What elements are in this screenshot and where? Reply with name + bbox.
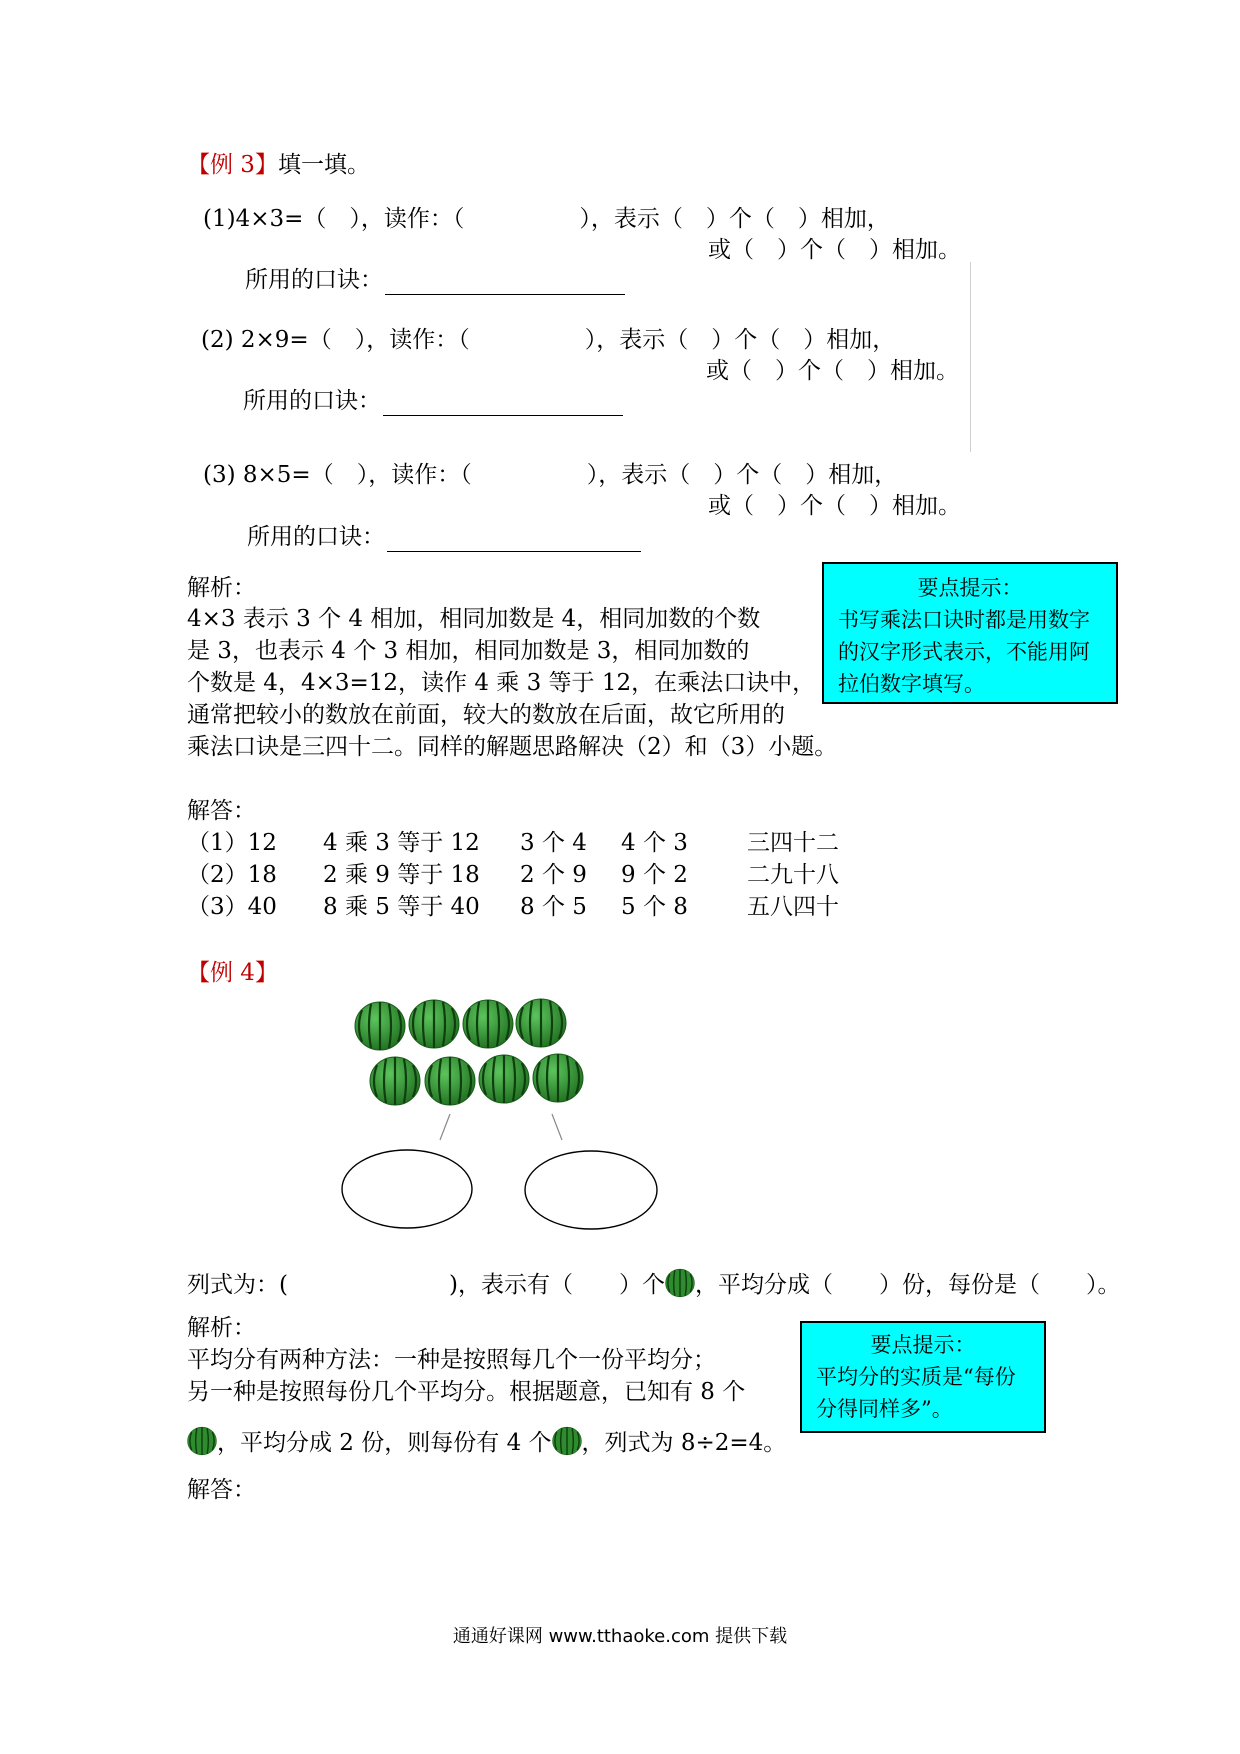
watermelon-icon [355, 1002, 405, 1050]
formula-text: ，平均分成（ ）份，每份是（ ）。 [694, 1272, 1121, 1298]
example-tag: 【例 3】 [187, 152, 278, 178]
answer-cell: 二九十八 [747, 862, 839, 888]
question-1-line2: 或（ ）个（ ）相加。 [708, 237, 961, 263]
analysis-line: 4×3 表示 3 个 4 相加，相同加数是 4，相同加数的个数 [187, 606, 761, 632]
watermelon-icon [665, 1268, 695, 1298]
question-2-koujue [243, 386, 623, 416]
answer-label: 解答： [187, 798, 256, 824]
answer-row [187, 860, 887, 890]
example-title: 填一填。 [277, 152, 370, 178]
watermelon-icon [463, 1000, 513, 1048]
question-3-line2: 或（ ）个（ ）相加。 [708, 493, 961, 519]
watermelon-icon [370, 1057, 420, 1105]
answer-cell: 5 个 8 [621, 894, 688, 920]
answer-row [187, 892, 887, 922]
watermelon-icon [533, 1054, 583, 1102]
watermelon-icon [516, 999, 566, 1047]
answer-cell: 4 乘 3 等于 12 [323, 830, 480, 856]
analysis-text: ，平均分成 2 份，则每份有 4 个 [217, 1430, 552, 1456]
tip-title: 要点提示： [870, 1333, 976, 1357]
koujue-label: 所用的口诀： [247, 524, 385, 550]
koujue-blank[interactable] [387, 529, 641, 552]
divider-line [970, 262, 971, 452]
koujue-label: 所用的口诀： [243, 388, 381, 414]
answer-cell: 3 个 4 [520, 830, 587, 856]
question-1-line1: (1)4×3=（ ），读作：（ ），表示（ ）个（ ）相加， [203, 206, 890, 232]
answer-cell: （1）12 [187, 830, 277, 856]
analysis-line [187, 1426, 786, 1458]
example-3-header [187, 150, 370, 180]
analysis-label: 解析： [187, 575, 256, 601]
arrow-line [440, 1114, 450, 1140]
formula-text: 列式为：( )，表示有（ ）个 [187, 1272, 665, 1298]
answer-cell: 4 个 3 [621, 830, 688, 856]
example-4-tag: 【例 4】 [187, 960, 278, 986]
watermelon-icon [479, 1055, 529, 1103]
tip-title: 要点提示： [917, 576, 1023, 600]
answer-cell: 9 个 2 [621, 862, 688, 888]
analysis-line: 平均分有两种方法：一种是按照每几个一份平均分； [187, 1347, 716, 1373]
group-oval-left [342, 1150, 472, 1228]
tip-line: 平均分的实质是“每份 [816, 1365, 1016, 1389]
tip-line: 拉伯数字填写。 [838, 672, 985, 696]
analysis-line: 通常把较小的数放在前面，较大的数放在后面，故它所用的 [187, 702, 785, 728]
analysis-label: 解析： [187, 1315, 256, 1341]
answer-cell: 五八四十 [747, 894, 839, 920]
analysis-line: 是 3，也表示 4 个 3 相加，相同加数是 3，相同加数的 [187, 638, 750, 664]
question-1-koujue [245, 265, 625, 295]
watermelon-icon [187, 1426, 217, 1456]
watermelon-icon [552, 1426, 582, 1456]
formula-line [187, 1268, 1120, 1300]
question-2-line2: 或（ ）个（ ）相加。 [706, 358, 959, 384]
answer-cell: （2）18 [187, 862, 277, 888]
watermelon-icon [409, 1000, 459, 1048]
analysis-line: 乘法口诀是三四十二。同样的解题思路解决（2）和（3）小题。 [187, 734, 838, 760]
answer-cell: （3）40 [187, 894, 277, 920]
tip-box [822, 562, 1118, 704]
analysis-line: 另一种是按照每份几个平均分。根据题意，已知有 8 个 [187, 1379, 746, 1405]
tip-line: 的汉字形式表示，不能用阿 [838, 640, 1090, 664]
watermelon-icon [425, 1057, 475, 1105]
question-3-line1: (3) 8×5=（ ），读作：（ ），表示（ ）个（ ）相加， [203, 462, 898, 488]
footer-credit: 通通好课网 www.tthaoke.com 提供下载 [452, 1626, 788, 1647]
answer-row [187, 828, 887, 858]
tip-box [800, 1321, 1046, 1433]
koujue-blank[interactable] [383, 393, 623, 416]
analysis-line: 个数是 4，4×3=12，读作 4 乘 3 等于 12，在乘法口诀中， [187, 670, 816, 696]
answer-cell: 三四十二 [747, 830, 839, 856]
question-3-koujue [247, 522, 641, 552]
koujue-blank[interactable] [385, 272, 625, 295]
koujue-label: 所用的口诀： [245, 267, 383, 293]
answer-cell: 2 乘 9 等于 18 [323, 862, 480, 888]
group-oval-right [525, 1151, 657, 1229]
tip-line: 书写乘法口诀时都是用数字 [838, 608, 1090, 632]
arrow-line [552, 1114, 562, 1140]
answer-label: 解答： [187, 1477, 256, 1503]
answer-cell: 2 个 9 [520, 862, 587, 888]
answer-cell: 8 乘 5 等于 40 [323, 894, 480, 920]
question-2-line1: (2) 2×9=（ ），读作：（ ），表示（ ）个（ ）相加， [201, 327, 896, 353]
watermelon-figure [340, 990, 700, 1260]
answer-cell: 8 个 5 [520, 894, 587, 920]
tip-line: 分得同样多”。 [816, 1397, 953, 1421]
analysis-text: ，列式为 8÷2=4。 [581, 1430, 787, 1456]
